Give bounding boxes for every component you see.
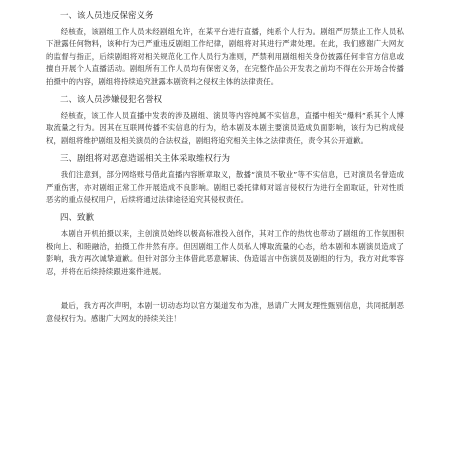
section-heading: 三、剧组将对恶意造谣相关主体采取维权行为 [60, 154, 231, 165]
spacer [46, 280, 404, 300]
section-body: 本剧自开机拍摄以来，主创演员始终以极高标准投入创作，其对工作的热忱也带动了剧组的工作氛围积极向上、和睦融洽，拍摄工作井然有序。但因剧组工作人员私人博取流量的心态，给本剧和本剧演员造成了影响，我方再次诚挚道歉。但针对部分主体借此恶意解读、伪造谣言中伤演员及剧组的行为，我方对此零容忍，并将在后续持续跟进案件进展。 [46, 229, 404, 276]
section-body: 经核查，该剧组工作人员未经剧组允许，在某平台进行直播，纯系个人行为。剧组严厉禁止工作人员私下泄露任何物料，该种行为已严重违反剧组工作纪律，剧组将对其进行严肃处理。在此，我们感谢广大网友的监督与指正，后续剧组将对相关规范化工作人员行为准则，严禁利用剧组相关身份披露任何非官方信息或擅自开展个人直播活动。剧组所有工作人员均有保密义务，在完整作品公开发表之前均不得在公开场合传播拍摄中的内容，剧组将持续追究泄露本剧资料之侵权主体的法律责任。 [46, 27, 404, 86]
section-body: 经核查，该工作人员直播中发表的涉及剧组、演员等内容纯属不实信息，直播中相关“爆料”系其个人博取流量之行为。因其在互联网传播不实信息的行为，给本剧及本剧主要演员造成负面影响，该行为已构成侵权，剧组将维护剧组及相关演员的合法权益，剧组将追究相关主体之法律责任，责令其公开道歉。 [46, 111, 404, 145]
section-3 [46, 153, 404, 206]
section-heading: 二、该人员涉嫌侵犯名誉权 [60, 95, 163, 106]
section-heading: 四、致歉 [60, 213, 95, 224]
section-body: 我们注意到，部分网络账号借此直播内容断章取义，散播“演员不敬业”等不实信息，已对演员名誉造成严重伤害，亦对剧组正常工作开展造成不良影响。剧组已委托律师对谣言侵权行为进行全面取证，针对性质恶劣的重点侵权用户，后续将通过法律途径追究其侵权责任。 [46, 170, 404, 205]
section-heading: 一、该人员违反保密义务 [60, 11, 154, 21]
section-4 [46, 212, 404, 278]
section-2 [46, 94, 404, 147]
section-1 [46, 10, 404, 88]
closing-paragraph: 最后，我方再次声明，本剧一切动态均以官方渠道发布为准，恳请广大网友理性甄别信息，共同抵制恶意侵权行为。感谢广大网友的持续关注！ [46, 301, 404, 323]
